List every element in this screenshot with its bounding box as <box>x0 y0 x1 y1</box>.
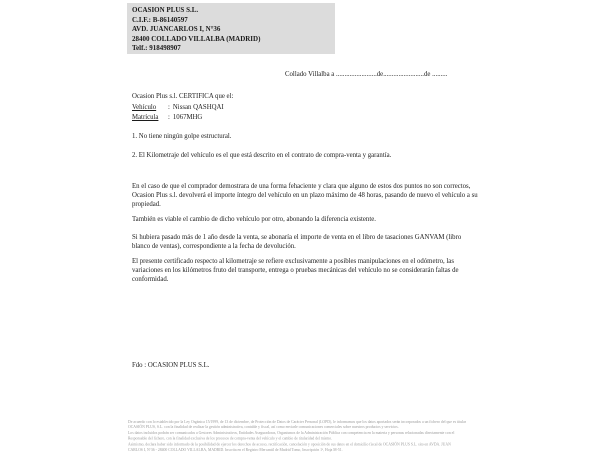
vehicle-value: Nissan QASHQAI <box>172 103 224 111</box>
legal-line: CARLOS I, Nº36 - 28400 COLLADO VILLALBA, MADRID. Inscrita en el Registro Mercantil de Madrid Tomo, Inscripción 1ª, Hoja M-51. <box>128 447 343 452</box>
letterhead-city: 28400 COLLADO VILLALBA (MADRID) <box>132 34 261 43</box>
legal-line: De acuerdo con lo establecido por la Ley Orgánica 15/1999, de 13 de diciembre, de Protección de Datos de Carácter Personal (LOPD), le informamos que los datos aportados serán incorporados a un fichero del que es titular <box>128 419 467 424</box>
legal-line: Asimismo, declara haber sido informado de la posibilidad de ejercer los derechos de acceso, rectificación, cancelación y oposición de sus datos en el domicilio fiscal de OCASIÓN PLUS S.L. sito en AVDA. JUAN <box>128 442 451 447</box>
legal-notice-block <box>128 419 491 453</box>
date-blank-line: Collado Villalba a ........................de........................de ......... <box>285 71 448 78</box>
letterhead-address: AVD. JUANCARLOS I, N°36 <box>132 25 221 34</box>
letterhead-cif: C.I.F.: B-86140597 <box>132 15 188 24</box>
body-paragraph-ganvam: Si hubiera pasado más de 1 año desde la venta, se abonaría el importe de venta en el libro de tasaciones GANVAM (libro blanco de ventas), correspondiente a la fecha de devolución. <box>132 234 462 251</box>
point-item-2: 2. El Kilometraje del vehículo es el que está descrito en el contrato de compra-venta y garantía. <box>132 152 392 159</box>
body-paragraph-exchange: También es viable el cambio de dicho vehículo por otro, abonando la diferencia existente. <box>132 216 376 223</box>
certify-line: Ocasion Plus s.l. CERTIFICA que el: <box>132 93 234 100</box>
certification-block <box>132 92 479 124</box>
vehicle-label: Vehículo <box>132 103 157 111</box>
vehicle-colon: : <box>168 103 170 111</box>
point-item-1: 1. No tiene ningún golpe estructural. <box>132 133 232 140</box>
plate-label: Matrícula <box>132 114 159 122</box>
legal-line: Los datos incluidos podrán ser comunicados a Gestores Administrativos, Entidades Aseguradoras, Organismos de la Administración Pública con competencia en la materia y personas relacionadas directamente con el <box>128 430 455 436</box>
letterhead-phone: Telf.: 918498907 <box>132 44 181 53</box>
plate-colon: : <box>168 114 170 122</box>
body-paragraph-odometer: El presente certificado respecto al kilometraje se refiere exclusivamente a posibles manipulaciones en el odómetro, las variaciones en los kilómetros fruto del transporte, entrega o pruebas mecánicas del vehículo no se considerarán faltas de conformidad. <box>132 258 459 284</box>
body-paragraph-refund: En el caso de que el comprador demostrara de una forma fehaciente y clara que alguno de estos dos puntos no son correctos, Ocasion Plus s.l. devolverá el importe íntegro del vehículo en un plazo máximo de 48 horas, pasando de nuevo el vehículo a su propiedad. <box>132 183 478 209</box>
vehicle-row <box>132 103 479 114</box>
legal-line: Responsable del fichero, con la finalidad exclusiva de los procesos de compra-venta del vehículo y el cambio de titularidad del mismo. <box>128 436 333 441</box>
signature-line: Fdo : OCASION PLUS S.L. <box>132 362 210 369</box>
letterhead-block <box>127 3 335 54</box>
plate-row <box>132 113 479 124</box>
letterhead-company-name: OCASION PLUS S.L. <box>132 6 199 14</box>
legal-line: OCASIÓN PLUS, S.L. con la finalidad de realizar la gestión administrativa, contable y fiscal, así como enviarle comunicaciones comerciales sobre nuestros productos y servicios. <box>128 425 399 430</box>
plate-value: 1067MHG <box>172 114 203 122</box>
